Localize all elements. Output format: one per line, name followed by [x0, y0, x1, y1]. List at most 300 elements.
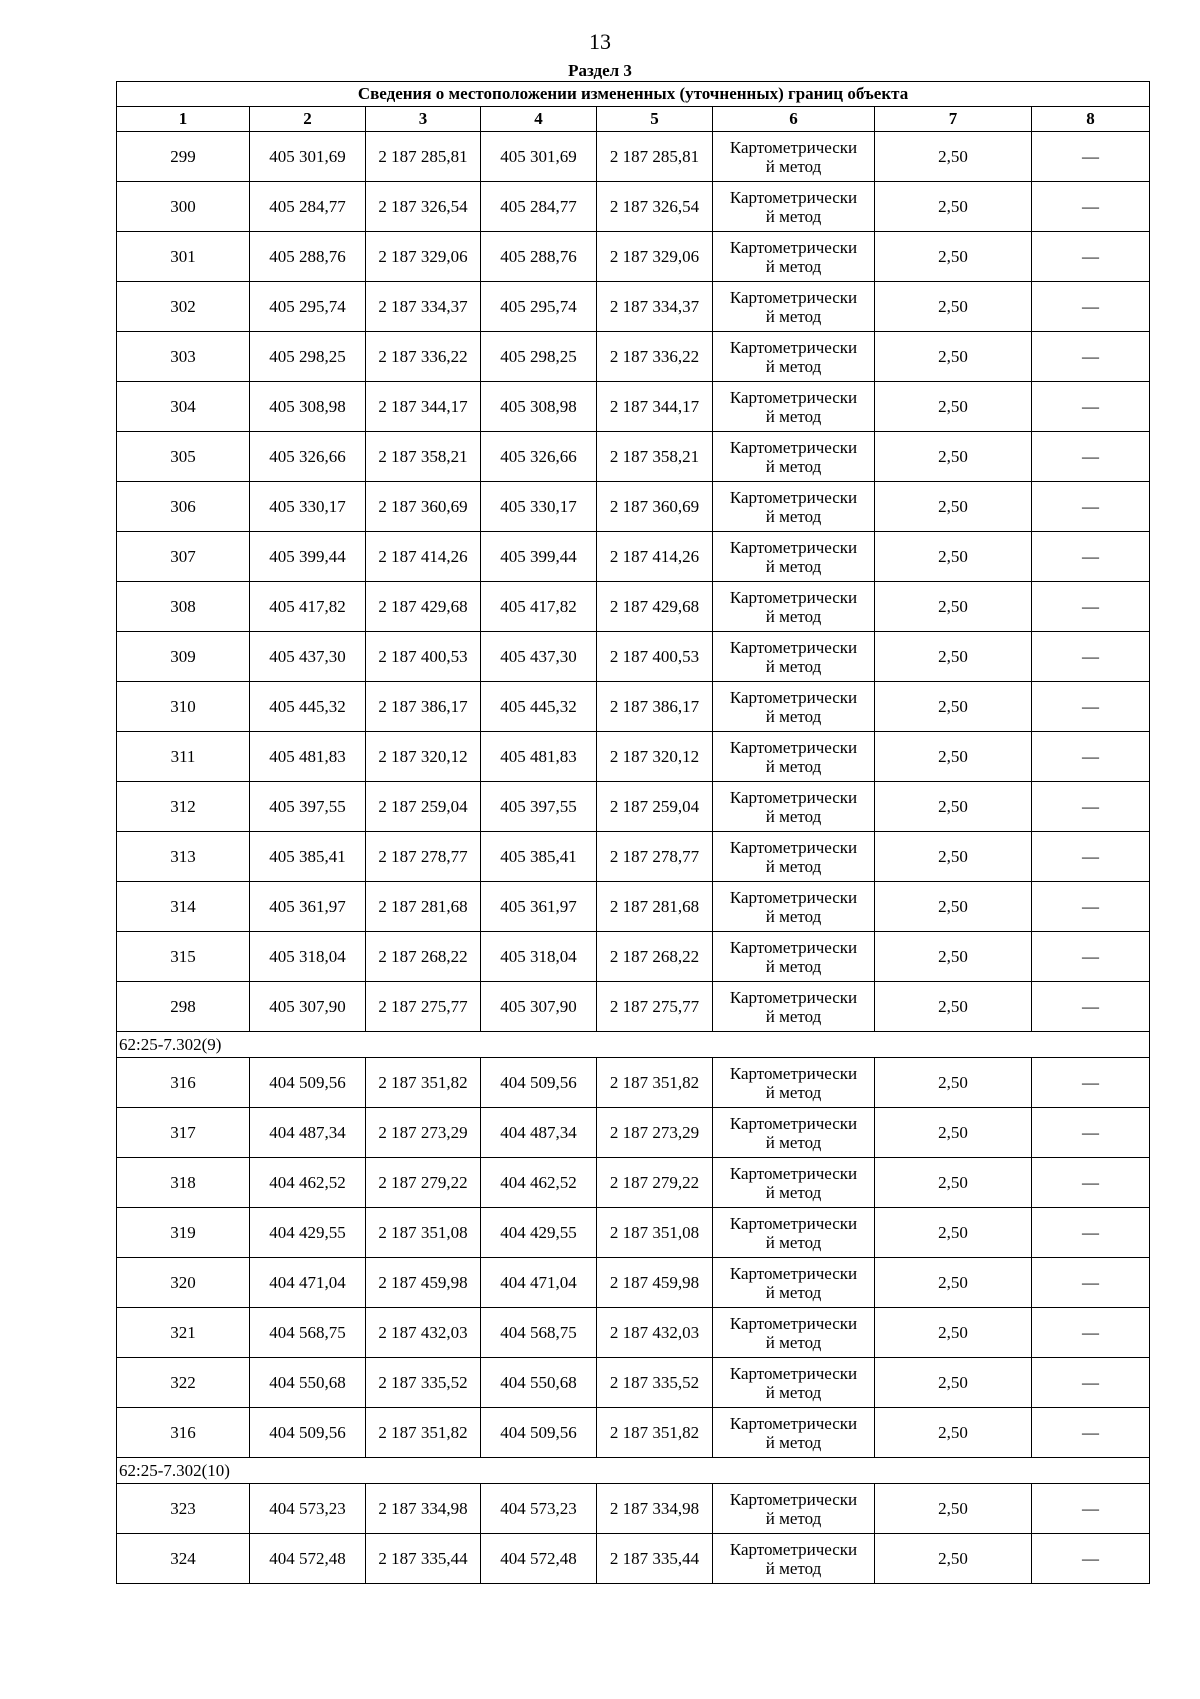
method-text-line1: Картометрически	[729, 1213, 858, 1233]
existing-y-cell: 2 187 279,22	[366, 1158, 481, 1208]
table-row	[117, 532, 1150, 582]
point-number-cell: 300	[117, 182, 250, 232]
method-cell	[713, 682, 875, 732]
accuracy-cell: 2,50	[875, 332, 1032, 382]
accuracy-cell: 2,50	[875, 1208, 1032, 1258]
table-row	[117, 1358, 1150, 1408]
accuracy-cell: 2,50	[875, 432, 1032, 482]
existing-y-cell: 2 187 273,29	[366, 1108, 481, 1158]
new-y-cell: 2 187 278,77	[597, 832, 713, 882]
method-text-line1: Картометрически	[729, 1113, 858, 1133]
page-number: 13	[589, 29, 611, 54]
method-text-line1: Картометрически	[729, 937, 858, 957]
table-row	[117, 832, 1150, 882]
method-text-line1: Картометрически	[729, 1263, 858, 1283]
accuracy-cell: 2,50	[875, 1308, 1032, 1358]
point-number-cell: 307	[117, 532, 250, 582]
section-title: Раздел 3	[568, 61, 632, 80]
method-text-line1: Картометрически	[729, 1363, 858, 1383]
point-number-cell: 316	[117, 1408, 250, 1458]
existing-x-cell: 404 429,55	[250, 1208, 366, 1258]
column-numbers-row	[117, 107, 1150, 132]
existing-x-cell: 404 487,34	[250, 1108, 366, 1158]
new-x-cell: 405 437,30	[481, 632, 597, 682]
table-row	[117, 1258, 1150, 1308]
new-y-cell: 2 187 275,77	[597, 982, 713, 1032]
new-x-cell: 405 284,77	[481, 182, 597, 232]
existing-x-cell: 405 301,69	[250, 132, 366, 182]
description-cell: —	[1032, 582, 1150, 632]
table-caption-row	[117, 82, 1150, 107]
method-cell	[713, 782, 875, 832]
column-number-7: 7	[875, 107, 1032, 132]
new-y-cell: 2 187 268,22	[597, 932, 713, 982]
point-number-cell: 309	[117, 632, 250, 682]
new-x-cell: 405 445,32	[481, 682, 597, 732]
point-number-cell: 321	[117, 1308, 250, 1358]
group-label: 62:25-7.302(9)	[117, 1032, 1150, 1058]
existing-y-cell: 2 187 329,06	[366, 232, 481, 282]
column-number-4: 4	[481, 107, 597, 132]
description-cell: —	[1032, 282, 1150, 332]
table-row	[117, 632, 1150, 682]
new-y-cell: 2 187 334,98	[597, 1484, 713, 1534]
new-y-cell: 2 187 344,17	[597, 382, 713, 432]
table-row	[117, 1158, 1150, 1208]
description-cell: —	[1032, 482, 1150, 532]
method-cell	[713, 1108, 875, 1158]
method-text-line2: й метод	[765, 1432, 822, 1452]
existing-x-cell: 405 318,04	[250, 932, 366, 982]
new-x-cell: 405 397,55	[481, 782, 597, 832]
existing-x-cell: 405 361,97	[250, 882, 366, 932]
method-cell	[713, 582, 875, 632]
method-text-line2: й метод	[765, 1382, 822, 1402]
new-y-cell: 2 187 414,26	[597, 532, 713, 582]
description-cell: —	[1032, 232, 1150, 282]
new-x-cell: 405 308,98	[481, 382, 597, 432]
method-text-line2: й метод	[765, 706, 822, 726]
existing-y-cell: 2 187 429,68	[366, 582, 481, 632]
method-cell	[713, 1208, 875, 1258]
method-text-line2: й метод	[765, 956, 822, 976]
new-y-cell: 2 187 335,44	[597, 1534, 713, 1584]
accuracy-cell: 2,50	[875, 1108, 1032, 1158]
point-number-cell: 320	[117, 1258, 250, 1308]
existing-x-cell: 405 417,82	[250, 582, 366, 632]
accuracy-cell: 2,50	[875, 1534, 1032, 1584]
new-x-cell: 405 399,44	[481, 532, 597, 582]
existing-x-cell: 404 509,56	[250, 1408, 366, 1458]
method-cell	[713, 332, 875, 382]
new-y-cell: 2 187 326,54	[597, 182, 713, 232]
description-cell: —	[1032, 1484, 1150, 1534]
method-cell	[713, 1484, 875, 1534]
accuracy-cell: 2,50	[875, 232, 1032, 282]
method-cell	[713, 832, 875, 882]
method-cell	[713, 632, 875, 682]
method-text-line1: Картометрически	[729, 587, 858, 607]
method-cell	[713, 1258, 875, 1308]
new-x-cell: 405 481,83	[481, 732, 597, 782]
new-x-cell: 405 361,97	[481, 882, 597, 932]
coordinates-table	[116, 81, 1150, 1584]
description-cell: —	[1032, 982, 1150, 1032]
method-text-line2: й метод	[765, 656, 822, 676]
table-row	[117, 782, 1150, 832]
method-text-line1: Картометрически	[729, 637, 858, 657]
existing-x-cell: 405 295,74	[250, 282, 366, 332]
existing-y-cell: 2 187 459,98	[366, 1258, 481, 1308]
existing-x-cell: 405 326,66	[250, 432, 366, 482]
method-text-line1: Картометрически	[729, 487, 858, 507]
method-text-line1: Картометрически	[729, 537, 858, 557]
existing-y-cell: 2 187 285,81	[366, 132, 481, 182]
method-text-line2: й метод	[765, 906, 822, 926]
description-cell: —	[1032, 1534, 1150, 1584]
table-row	[117, 932, 1150, 982]
accuracy-cell: 2,50	[875, 732, 1032, 782]
new-y-cell: 2 187 351,82	[597, 1058, 713, 1108]
table-row	[117, 1108, 1150, 1158]
new-x-cell: 404 572,48	[481, 1534, 597, 1584]
accuracy-cell: 2,50	[875, 382, 1032, 432]
description-cell: —	[1032, 1358, 1150, 1408]
new-y-cell: 2 187 360,69	[597, 482, 713, 532]
point-number-cell: 317	[117, 1108, 250, 1158]
description-cell: —	[1032, 1108, 1150, 1158]
accuracy-cell: 2,50	[875, 532, 1032, 582]
new-x-cell: 404 550,68	[481, 1358, 597, 1408]
existing-y-cell: 2 187 278,77	[366, 832, 481, 882]
method-cell	[713, 1058, 875, 1108]
existing-y-cell: 2 187 281,68	[366, 882, 481, 932]
table-row	[117, 732, 1150, 782]
method-text-line2: й метод	[765, 356, 822, 376]
existing-x-cell: 405 284,77	[250, 182, 366, 232]
new-x-cell: 404 429,55	[481, 1208, 597, 1258]
existing-x-cell: 405 288,76	[250, 232, 366, 282]
table-row	[117, 882, 1150, 932]
method-text-line2: й метод	[765, 606, 822, 626]
method-text-line1: Картометрически	[729, 787, 858, 807]
table-row	[117, 482, 1150, 532]
method-cell	[713, 432, 875, 482]
accuracy-cell: 2,50	[875, 1158, 1032, 1208]
method-text-line1: Картометрически	[729, 987, 858, 1007]
existing-x-cell: 405 330,17	[250, 482, 366, 532]
description-cell: —	[1032, 832, 1150, 882]
method-cell	[713, 1534, 875, 1584]
existing-y-cell: 2 187 275,77	[366, 982, 481, 1032]
table-row	[117, 1308, 1150, 1358]
new-x-cell: 405 301,69	[481, 132, 597, 182]
point-number-cell: 298	[117, 982, 250, 1032]
new-y-cell: 2 187 386,17	[597, 682, 713, 732]
method-text-line2: й метод	[765, 1332, 822, 1352]
new-y-cell: 2 187 329,06	[597, 232, 713, 282]
description-cell: —	[1032, 932, 1150, 982]
accuracy-cell: 2,50	[875, 482, 1032, 532]
method-text-line2: й метод	[765, 456, 822, 476]
existing-x-cell: 405 397,55	[250, 782, 366, 832]
table-row	[117, 382, 1150, 432]
method-cell	[713, 1308, 875, 1358]
column-number-1: 1	[117, 107, 250, 132]
method-cell	[713, 532, 875, 582]
description-cell: —	[1032, 382, 1150, 432]
accuracy-cell: 2,50	[875, 882, 1032, 932]
method-text-line1: Картометрически	[729, 1163, 858, 1183]
accuracy-cell: 2,50	[875, 832, 1032, 882]
point-number-cell: 299	[117, 132, 250, 182]
method-cell	[713, 482, 875, 532]
existing-x-cell: 405 308,98	[250, 382, 366, 432]
method-cell	[713, 882, 875, 932]
existing-y-cell: 2 187 326,54	[366, 182, 481, 232]
description-cell: —	[1032, 682, 1150, 732]
description-cell: —	[1032, 132, 1150, 182]
method-cell	[713, 1158, 875, 1208]
column-number-5: 5	[597, 107, 713, 132]
existing-x-cell: 405 298,25	[250, 332, 366, 382]
description-cell: —	[1032, 1058, 1150, 1108]
accuracy-cell: 2,50	[875, 582, 1032, 632]
existing-y-cell: 2 187 351,08	[366, 1208, 481, 1258]
existing-y-cell: 2 187 344,17	[366, 382, 481, 432]
point-number-cell: 304	[117, 382, 250, 432]
method-cell	[713, 982, 875, 1032]
existing-x-cell: 404 572,48	[250, 1534, 366, 1584]
new-x-cell: 405 417,82	[481, 582, 597, 632]
method-text-line1: Картометрически	[729, 337, 858, 357]
existing-y-cell: 2 187 432,03	[366, 1308, 481, 1358]
column-number-6: 6	[713, 107, 875, 132]
accuracy-cell: 2,50	[875, 1484, 1032, 1534]
description-cell: —	[1032, 1158, 1150, 1208]
new-y-cell: 2 187 279,22	[597, 1158, 713, 1208]
new-y-cell: 2 187 358,21	[597, 432, 713, 482]
description-cell: —	[1032, 882, 1150, 932]
point-number-cell: 301	[117, 232, 250, 282]
description-cell: —	[1032, 782, 1150, 832]
existing-y-cell: 2 187 414,26	[366, 532, 481, 582]
new-x-cell: 404 471,04	[481, 1258, 597, 1308]
point-number-cell: 323	[117, 1484, 250, 1534]
table-row	[117, 682, 1150, 732]
method-text-line1: Картометрически	[729, 887, 858, 907]
column-number-8: 8	[1032, 107, 1150, 132]
new-x-cell: 405 288,76	[481, 232, 597, 282]
method-text-line1: Картометрически	[729, 1313, 858, 1333]
accuracy-cell: 2,50	[875, 282, 1032, 332]
method-text-line1: Картометрически	[729, 287, 858, 307]
method-text-line2: й метод	[765, 1508, 822, 1528]
method-text-line1: Картометрически	[729, 237, 858, 257]
method-text-line1: Картометрически	[729, 137, 858, 157]
method-text-line1: Картометрически	[729, 1063, 858, 1083]
table-row	[117, 132, 1150, 182]
existing-x-cell: 405 445,32	[250, 682, 366, 732]
method-cell	[713, 232, 875, 282]
method-cell	[713, 132, 875, 182]
new-y-cell: 2 187 351,08	[597, 1208, 713, 1258]
existing-y-cell: 2 187 351,82	[366, 1408, 481, 1458]
method-text-line1: Картометрически	[729, 837, 858, 857]
point-number-cell: 315	[117, 932, 250, 982]
accuracy-cell: 2,50	[875, 1258, 1032, 1308]
description-cell: —	[1032, 1258, 1150, 1308]
group-label: 62:25-7.302(10)	[117, 1458, 1150, 1484]
new-y-cell: 2 187 273,29	[597, 1108, 713, 1158]
method-text-line2: й метод	[765, 1558, 822, 1578]
existing-y-cell: 2 187 320,12	[366, 732, 481, 782]
table-row	[117, 432, 1150, 482]
group-header-row	[117, 1032, 1150, 1058]
new-x-cell: 404 568,75	[481, 1308, 597, 1358]
existing-x-cell: 405 385,41	[250, 832, 366, 882]
method-text-line1: Картометрически	[729, 1413, 858, 1433]
accuracy-cell: 2,50	[875, 932, 1032, 982]
method-text-line1: Картометрически	[729, 1489, 858, 1509]
table-row	[117, 182, 1150, 232]
point-number-cell: 313	[117, 832, 250, 882]
new-y-cell: 2 187 335,52	[597, 1358, 713, 1408]
method-text-line2: й метод	[765, 1132, 822, 1152]
existing-y-cell: 2 187 334,37	[366, 282, 481, 332]
new-x-cell: 404 573,23	[481, 1484, 597, 1534]
existing-y-cell: 2 187 336,22	[366, 332, 481, 382]
point-number-cell: 310	[117, 682, 250, 732]
method-text-line2: й метод	[765, 1006, 822, 1026]
table-row	[117, 332, 1150, 382]
method-text-line2: й метод	[765, 206, 822, 226]
existing-x-cell: 405 399,44	[250, 532, 366, 582]
method-text-line1: Картометрически	[729, 737, 858, 757]
table-body	[117, 132, 1150, 1584]
existing-y-cell: 2 187 360,69	[366, 482, 481, 532]
table-row	[117, 582, 1150, 632]
new-x-cell: 405 298,25	[481, 332, 597, 382]
point-number-cell: 316	[117, 1058, 250, 1108]
existing-x-cell: 404 471,04	[250, 1258, 366, 1308]
accuracy-cell: 2,50	[875, 1058, 1032, 1108]
existing-y-cell: 2 187 400,53	[366, 632, 481, 682]
point-number-cell: 303	[117, 332, 250, 382]
existing-x-cell: 404 462,52	[250, 1158, 366, 1208]
method-cell	[713, 932, 875, 982]
new-y-cell: 2 187 351,82	[597, 1408, 713, 1458]
new-y-cell: 2 187 336,22	[597, 332, 713, 382]
new-x-cell: 404 509,56	[481, 1408, 597, 1458]
point-number-cell: 306	[117, 482, 250, 532]
description-cell: —	[1032, 1308, 1150, 1358]
new-x-cell: 405 385,41	[481, 832, 597, 882]
new-y-cell: 2 187 432,03	[597, 1308, 713, 1358]
table-row	[117, 282, 1150, 332]
point-number-cell: 314	[117, 882, 250, 932]
accuracy-cell: 2,50	[875, 682, 1032, 732]
accuracy-cell: 2,50	[875, 1408, 1032, 1458]
method-text-line2: й метод	[765, 856, 822, 876]
method-text-line2: й метод	[765, 306, 822, 326]
point-number-cell: 312	[117, 782, 250, 832]
existing-x-cell: 405 307,90	[250, 982, 366, 1032]
method-text-line1: Картометрически	[729, 687, 858, 707]
table-row	[117, 1484, 1150, 1534]
accuracy-cell: 2,50	[875, 982, 1032, 1032]
existing-y-cell: 2 187 335,44	[366, 1534, 481, 1584]
new-y-cell: 2 187 400,53	[597, 632, 713, 682]
new-x-cell: 405 295,74	[481, 282, 597, 332]
new-y-cell: 2 187 281,68	[597, 882, 713, 932]
description-cell: —	[1032, 532, 1150, 582]
method-cell	[713, 382, 875, 432]
point-number-cell: 318	[117, 1158, 250, 1208]
column-number-2: 2	[250, 107, 366, 132]
new-y-cell: 2 187 320,12	[597, 732, 713, 782]
accuracy-cell: 2,50	[875, 632, 1032, 682]
description-cell: —	[1032, 332, 1150, 382]
point-number-cell: 308	[117, 582, 250, 632]
description-cell: —	[1032, 732, 1150, 782]
existing-x-cell: 405 437,30	[250, 632, 366, 682]
method-text-line2: й метод	[765, 506, 822, 526]
existing-y-cell: 2 187 335,52	[366, 1358, 481, 1408]
existing-x-cell: 404 509,56	[250, 1058, 366, 1108]
point-number-cell: 305	[117, 432, 250, 482]
new-y-cell: 2 187 259,04	[597, 782, 713, 832]
method-cell	[713, 282, 875, 332]
method-text-line1: Картометрически	[729, 187, 858, 207]
table-row	[117, 982, 1150, 1032]
point-number-cell: 324	[117, 1534, 250, 1584]
description-cell: —	[1032, 632, 1150, 682]
new-y-cell: 2 187 429,68	[597, 582, 713, 632]
point-number-cell: 319	[117, 1208, 250, 1258]
method-text-line2: й метод	[765, 406, 822, 426]
existing-x-cell: 404 573,23	[250, 1484, 366, 1534]
new-x-cell: 405 318,04	[481, 932, 597, 982]
new-x-cell: 405 326,66	[481, 432, 597, 482]
method-text-line2: й метод	[765, 1232, 822, 1252]
table-row	[117, 1534, 1150, 1584]
table-row	[117, 232, 1150, 282]
method-cell	[713, 1358, 875, 1408]
method-text-line2: й метод	[765, 556, 822, 576]
existing-x-cell: 404 550,68	[250, 1358, 366, 1408]
description-cell: —	[1032, 182, 1150, 232]
table-row	[117, 1208, 1150, 1258]
existing-y-cell: 2 187 358,21	[366, 432, 481, 482]
method-cell	[713, 1408, 875, 1458]
point-number-cell: 302	[117, 282, 250, 332]
point-number-cell: 311	[117, 732, 250, 782]
existing-y-cell: 2 187 334,98	[366, 1484, 481, 1534]
accuracy-cell: 2,50	[875, 782, 1032, 832]
method-cell	[713, 182, 875, 232]
point-number-cell: 322	[117, 1358, 250, 1408]
description-cell: —	[1032, 1408, 1150, 1458]
table-caption: Сведения о местоположении измененных (уточненных) границ объекта	[117, 82, 1150, 107]
new-x-cell: 404 509,56	[481, 1058, 597, 1108]
table-row	[117, 1058, 1150, 1108]
accuracy-cell: 2,50	[875, 1358, 1032, 1408]
accuracy-cell: 2,50	[875, 132, 1032, 182]
new-y-cell: 2 187 285,81	[597, 132, 713, 182]
existing-x-cell: 404 568,75	[250, 1308, 366, 1358]
method-text-line2: й метод	[765, 1282, 822, 1302]
